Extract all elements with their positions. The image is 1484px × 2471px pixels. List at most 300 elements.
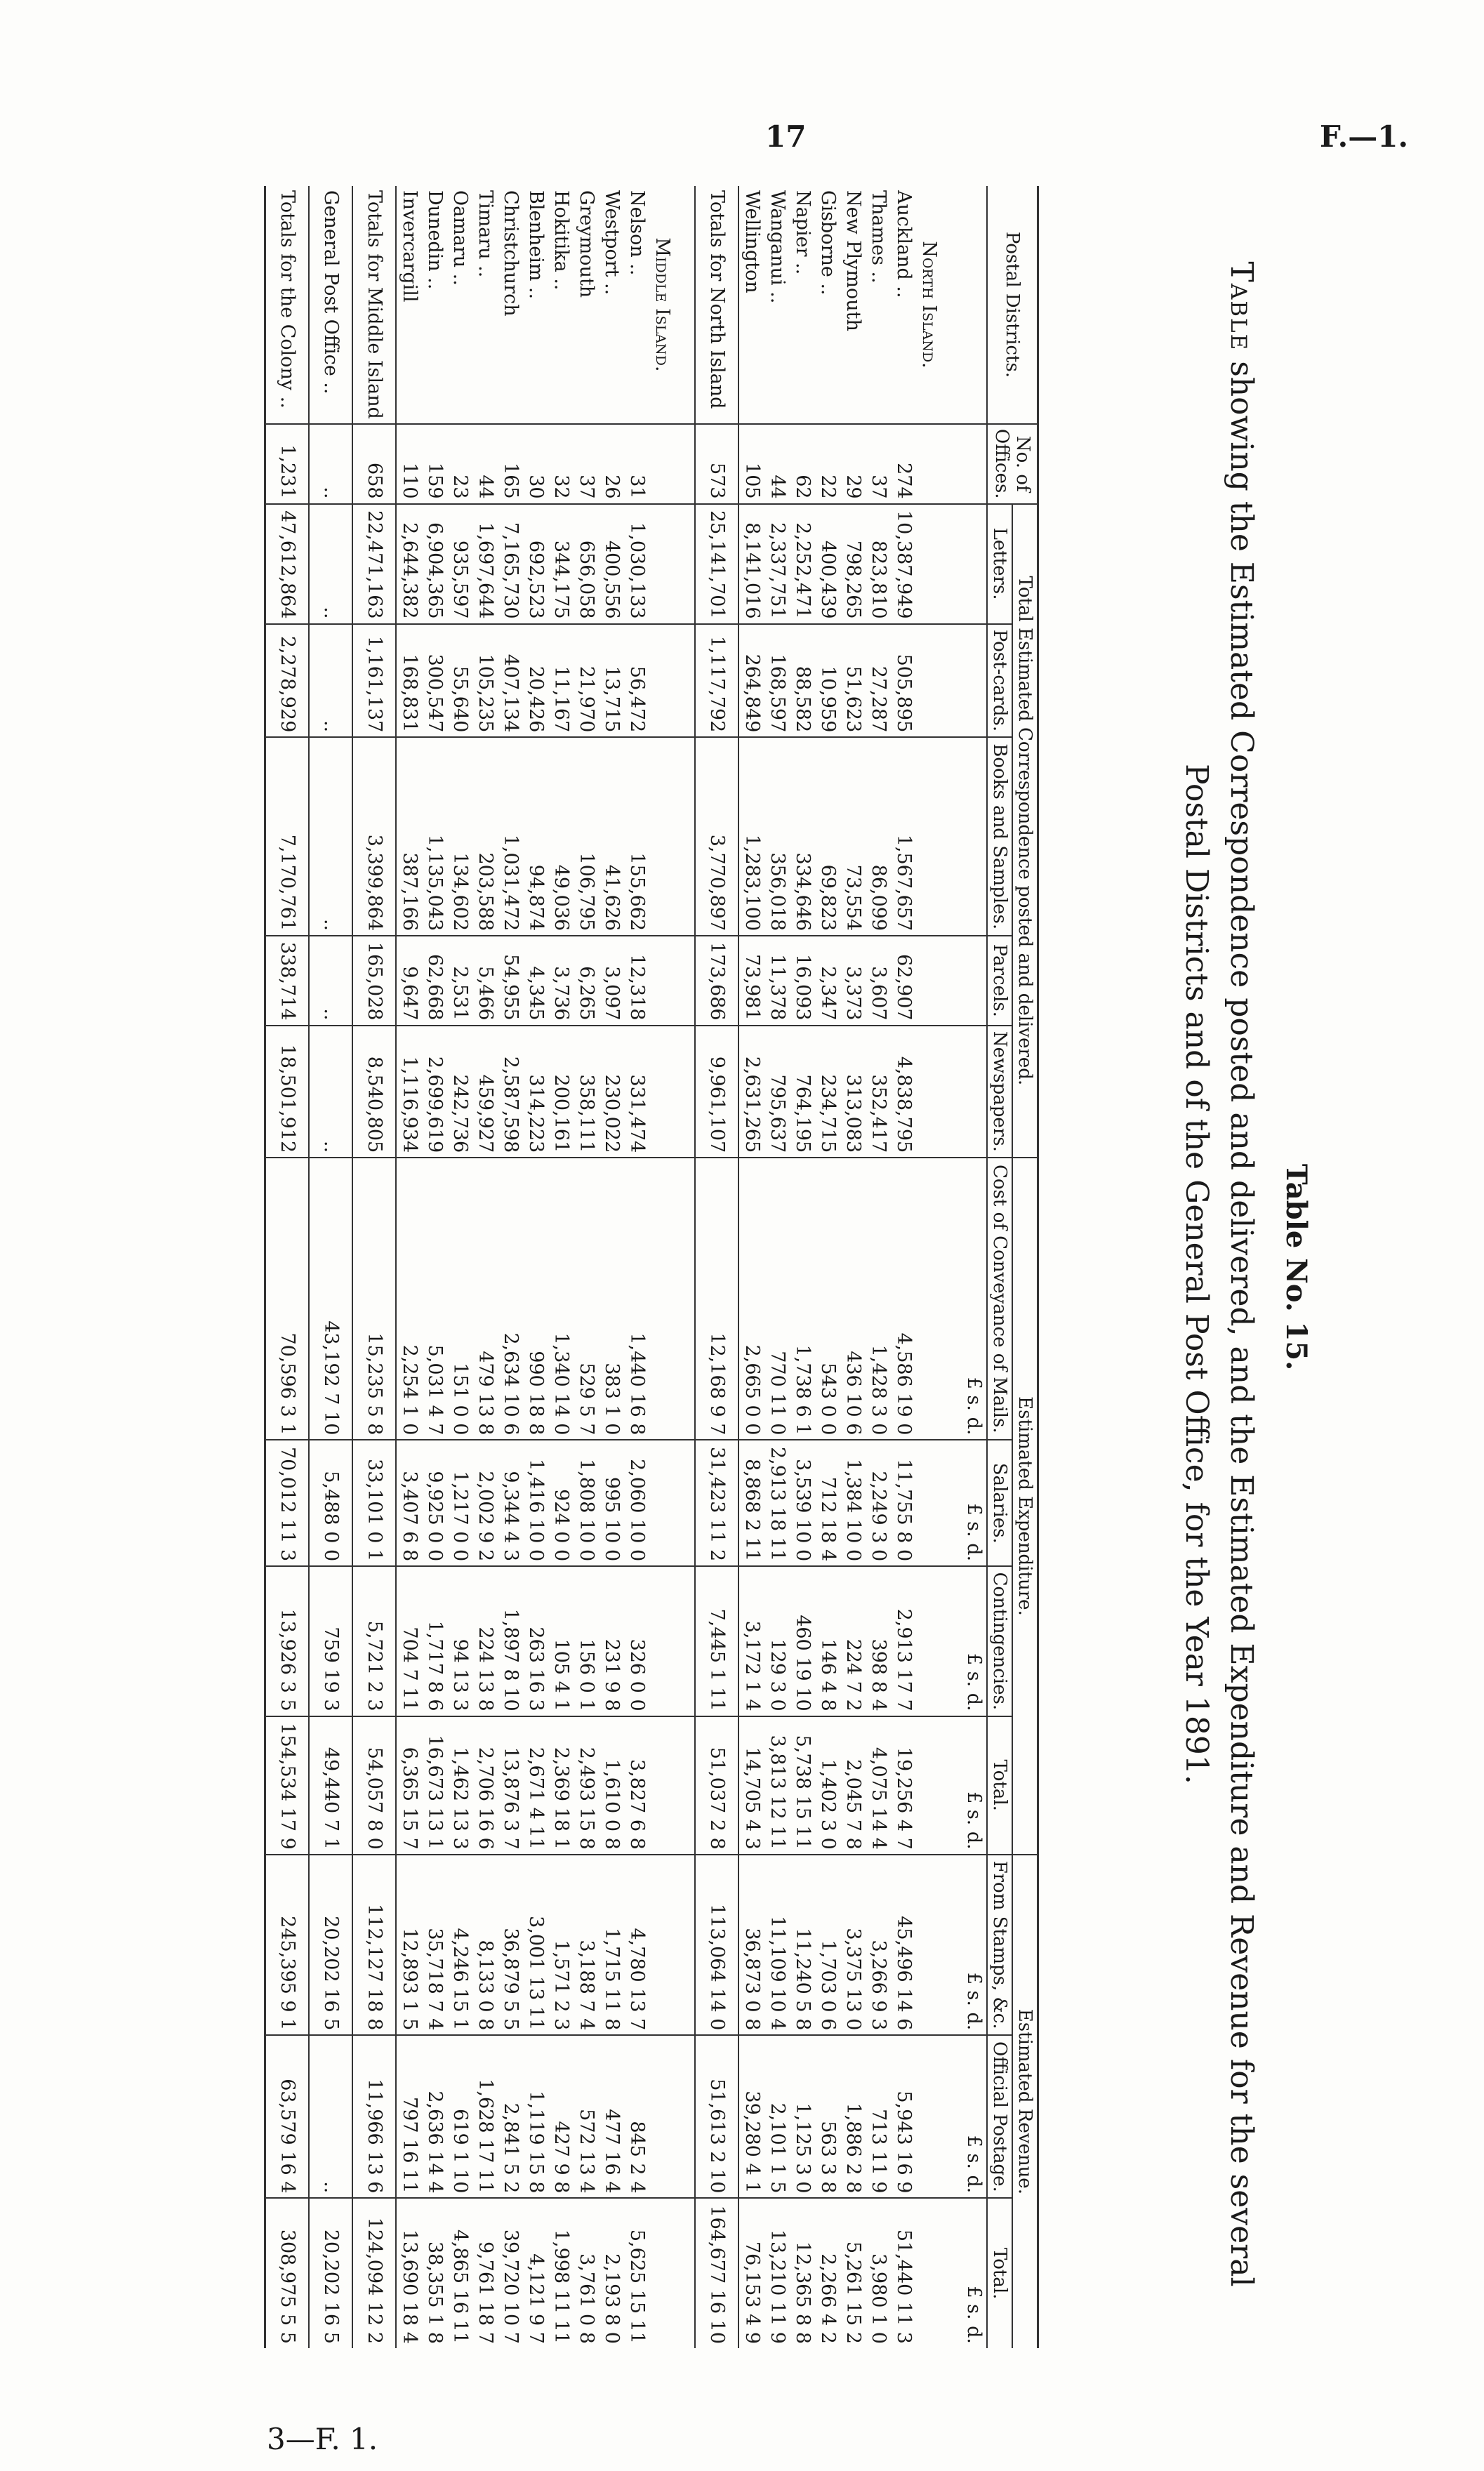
- cell-stamps: 3,001 13 11: [523, 1855, 548, 2036]
- cell-salaries: 9,925 0 0: [422, 1440, 447, 1566]
- total-row-colony: [265, 186, 310, 2348]
- cell-letters: 22,471,163: [352, 504, 396, 624]
- cell-parcels: 62,907: [891, 936, 916, 1025]
- cell-stamps: 113,064 14 0: [695, 1855, 738, 2036]
- cell-rev-total: 13,210 11 9: [764, 2198, 790, 2348]
- cell-books: ..: [309, 737, 352, 936]
- cell-offices: 23: [447, 424, 472, 504]
- cell-rev-total: 3,980 1 0: [866, 2198, 891, 2348]
- cell-books: 1,135,043: [422, 737, 447, 936]
- cell-salaries: 2,249 3 0: [866, 1440, 891, 1566]
- cell-newspapers: 358,111: [574, 1026, 599, 1158]
- cell-rev-total: 308,975 5 5: [265, 2198, 310, 2348]
- cell-official: 63,579 16 4: [265, 2035, 310, 2198]
- units-label: £ s. d.: [961, 2035, 987, 2198]
- table-row: [815, 186, 840, 2348]
- cell-contingencies: 94 13 3: [447, 1566, 472, 1716]
- cell-books: 94,874: [523, 737, 548, 936]
- cell-rev-total: 2,266 4 2: [815, 2198, 840, 2348]
- cell-exp-total: 1,610 0 8: [599, 1716, 624, 1855]
- district-name: Timaru ..: [475, 190, 496, 278]
- cell-newspapers: 2,699,619: [422, 1026, 447, 1158]
- cell-conveyance: 15,235 5 8: [352, 1158, 396, 1440]
- cell-newspapers: 18,501,912: [265, 1026, 310, 1158]
- cell-post-cards: ..: [309, 624, 352, 738]
- cell-exp-total: 54,057 8 0: [352, 1716, 396, 1855]
- cell-books: 41,626: [599, 737, 624, 936]
- cell-salaries: 9,344 4 3: [498, 1440, 523, 1566]
- cell-letters: 823,810: [866, 504, 891, 624]
- cell-newspapers: 795,637: [764, 1026, 790, 1158]
- cell-post-cards: 300,547: [422, 624, 447, 738]
- cell-post-cards: 13,715: [599, 624, 624, 738]
- cell-conveyance: 5,031 4 7: [422, 1158, 447, 1440]
- cell-salaries: 1,384 10 0: [840, 1440, 866, 1566]
- cell-conveyance: 1,340 14 0: [548, 1158, 574, 1440]
- cell-post-cards: 168,831: [396, 624, 422, 738]
- cell-rev-total: 76,153 4 9: [738, 2198, 764, 2348]
- cell-rev-total: 3,761 0 8: [574, 2198, 599, 2348]
- cell-post-cards: 105,235: [472, 624, 498, 738]
- table-title-text: showing the Estimated Correspondence posted and delivered, and the Estimated Expenditure and Revenue for the several Postal Districts and of the General Post Office, for the Year 1891.: [1179, 361, 1259, 2287]
- table-number: Table No. 15.: [1280, 1163, 1313, 1371]
- cell-salaries: 70,012 11 3: [265, 1440, 310, 1566]
- cell-contingencies: 7,445 1 11: [695, 1566, 738, 1716]
- cell-stamps: 245,395 9 1: [265, 1855, 310, 2036]
- cell-newspapers: 314,223: [523, 1026, 548, 1158]
- cell-contingencies: 129 3 0: [764, 1566, 790, 1716]
- cell-exp-total: 51,037 2 8: [695, 1716, 738, 1855]
- cell-offices: 274: [891, 424, 916, 504]
- col-rev-total: Total.: [987, 2198, 1012, 2348]
- cell-offices: 32: [548, 424, 574, 504]
- cell-official: 713 11 9: [866, 2035, 891, 2198]
- cell-offices: 44: [764, 424, 790, 504]
- table-row: [548, 186, 574, 2348]
- cell-letters: 8,141,016: [738, 504, 764, 624]
- cell-offices: 37: [574, 424, 599, 504]
- cell-salaries: 924 0 0: [548, 1440, 574, 1566]
- cell-stamps: 1,703 0 6: [815, 1855, 840, 2036]
- cell-parcels: 3,373: [840, 936, 866, 1025]
- cell-letters: 2,337,751: [764, 504, 790, 624]
- cell-letters: 935,597: [447, 504, 472, 624]
- table-row: [624, 186, 649, 2348]
- cell-salaries: 11,755 8 0: [891, 1440, 916, 1566]
- district-name: Hokitika ..: [550, 190, 572, 291]
- table-row: [472, 186, 498, 2348]
- district-name: Dunedin ..: [424, 190, 446, 290]
- cell-offices: 62: [790, 424, 815, 504]
- cell-parcels: 5,466: [472, 936, 498, 1025]
- cell-conveyance: 70,596 3 1: [265, 1158, 310, 1440]
- table-row: [866, 186, 891, 2348]
- cell-parcels: 2,531: [447, 936, 472, 1025]
- cell-offices: 26: [599, 424, 624, 504]
- cell-newspapers: 352,417: [866, 1026, 891, 1158]
- cell-offices: 37: [866, 424, 891, 504]
- cell-letters: 2,252,471: [790, 504, 815, 624]
- cell-contingencies: 5,721 2 3: [352, 1566, 396, 1716]
- cell-official: 1,119 15 8: [523, 2035, 548, 2198]
- total-row-middle-island: [352, 186, 396, 2348]
- cell-post-cards: 407,134: [498, 624, 523, 738]
- cell-books: 86,099: [866, 737, 891, 936]
- col-group-expenditure: Estimated Expenditure.: [1012, 1158, 1038, 1855]
- cell-letters: 10,387,949: [891, 504, 916, 624]
- cell-newspapers: ..: [309, 1026, 352, 1158]
- cell-contingencies: 326 0 0: [624, 1566, 649, 1716]
- cell-salaries: 5,488 0 0: [309, 1440, 352, 1566]
- col-letters: Letters.: [987, 504, 1012, 624]
- cell-post-cards: 11,167: [548, 624, 574, 738]
- cell-newspapers: 2,587,598: [498, 1026, 523, 1158]
- table-row: [840, 186, 866, 2348]
- cell-books: 356,018: [764, 737, 790, 936]
- units-label: £ s. d.: [961, 1855, 987, 2036]
- cell-official: 427 9 8: [548, 2035, 574, 2198]
- cell-newspapers: 313,083: [840, 1026, 866, 1158]
- cell-offices: 159: [422, 424, 447, 504]
- cell-rev-total: 1,998 11 11: [548, 2198, 574, 2348]
- cell-exp-total: 1,402 3 0: [815, 1716, 840, 1855]
- rotated-table-block: [218, 186, 1313, 2348]
- cell-exp-total: 19,256 4 7: [891, 1716, 916, 1855]
- cell-stamps: 45,496 14 6: [891, 1855, 916, 2036]
- cell-rev-total: 164,677 16 10: [695, 2198, 738, 2348]
- cell-parcels: 4,345: [523, 936, 548, 1025]
- cell-exp-total: 2,369 18 1: [548, 1716, 574, 1855]
- col-offices: No. of Offices.: [987, 424, 1038, 504]
- district-name: Wellington: [741, 190, 763, 293]
- cell-books: 1,283,100: [738, 737, 764, 936]
- cell-exp-total: 3,827 6 8: [624, 1716, 649, 1855]
- cell-official: ..: [309, 2035, 352, 2198]
- cell-stamps: 35,718 7 4: [422, 1855, 447, 2036]
- cell-conveyance: 1,738 6 1: [790, 1158, 815, 1440]
- cell-contingencies: 224 7 2: [840, 1566, 866, 1716]
- cell-newspapers: 9,961,107: [695, 1026, 738, 1158]
- units-label: £ s. d.: [961, 1440, 987, 1566]
- cell-conveyance: 2,634 10 6: [498, 1158, 523, 1440]
- cell-parcels: 9,647: [396, 936, 422, 1025]
- cell-stamps: 4,246 15 1: [447, 1855, 472, 2036]
- cell-exp-total: 2,706 16 6: [472, 1716, 498, 1855]
- units-label: £ s. d.: [961, 1158, 987, 1440]
- cell-exp-total: 2,493 15 8: [574, 1716, 599, 1855]
- cell-books: 73,554: [840, 737, 866, 936]
- cell-parcels: 54,955: [498, 936, 523, 1025]
- table-row: [891, 186, 916, 2348]
- cell-rev-total: 12,365 8 8: [790, 2198, 815, 2348]
- cell-official: 1,628 17 11: [472, 2035, 498, 2198]
- district-name: Totals for the Colony ..: [265, 186, 310, 424]
- cell-offices: 22: [815, 424, 840, 504]
- cell-conveyance: 770 11 0: [764, 1158, 790, 1440]
- cell-contingencies: 1,717 8 6: [422, 1566, 447, 1716]
- district-name: Wanganui ..: [767, 190, 788, 304]
- cell-stamps: 1,715 11 8: [599, 1855, 624, 2036]
- cell-rev-total: 4,121 9 7: [523, 2198, 548, 2348]
- table-row: [599, 186, 624, 2348]
- cell-official: 1,125 3 0: [790, 2035, 815, 2198]
- cell-salaries: 995 10 0: [599, 1440, 624, 1566]
- cell-books: 106,795: [574, 737, 599, 936]
- cell-books: 387,166: [396, 737, 422, 936]
- cell-offices: 105: [738, 424, 764, 504]
- table-row: [396, 186, 422, 2348]
- cell-official: 11,966 13 6: [352, 2035, 396, 2198]
- cell-post-cards: 56,472: [624, 624, 649, 738]
- cell-rev-total: 2,193 8 0: [599, 2198, 624, 2348]
- cell-parcels: 3,736: [548, 936, 574, 1025]
- cell-parcels: 173,686: [695, 936, 738, 1025]
- cell-letters: 656,058: [574, 504, 599, 624]
- table-row: [790, 186, 815, 2348]
- cell-rev-total: 13,690 18 4: [396, 2198, 422, 2348]
- section-label: Middle Island.: [651, 237, 673, 372]
- cell-stamps: 8,133 0 8: [472, 1855, 498, 2036]
- col-conveyance: Cost of Conveyance of Mails.: [987, 1158, 1012, 1440]
- district-name: General Post Office ..: [309, 186, 352, 424]
- cell-conveyance: 529 5 7: [574, 1158, 599, 1440]
- cell-salaries: 712 18 4: [815, 1440, 840, 1566]
- cell-post-cards: 27,287: [866, 624, 891, 738]
- cell-exp-total: 154,534 17 9: [265, 1716, 310, 1855]
- cell-post-cards: 51,623: [840, 624, 866, 738]
- cell-official: 2,101 1 5: [764, 2035, 790, 2198]
- cell-offices: 573: [695, 424, 738, 504]
- cell-letters: 344,175: [548, 504, 574, 624]
- cell-official: 1,886 2 8: [840, 2035, 866, 2198]
- cell-salaries: 8,868 2 11: [738, 1440, 764, 1566]
- district-name: Totals for Middle Island: [352, 186, 396, 424]
- col-contingencies: Contingencies.: [987, 1566, 1012, 1716]
- cell-exp-total: 2,671 4 11: [523, 1716, 548, 1855]
- cell-post-cards: 168,597: [764, 624, 790, 738]
- cell-stamps: 3,188 7 4: [574, 1855, 599, 2036]
- cell-contingencies: 3,172 1 4: [738, 1566, 764, 1716]
- table-body: [265, 186, 988, 2348]
- cell-post-cards: 1,117,792: [695, 624, 738, 738]
- cell-post-cards: 505,895: [891, 624, 916, 738]
- cell-rev-total: 4,865 16 11: [447, 2198, 472, 2348]
- cell-exp-total: 14,705 4 3: [738, 1716, 764, 1855]
- cell-stamps: 36,873 0 8: [738, 1855, 764, 2036]
- cell-contingencies: 460 19 10: [790, 1566, 815, 1716]
- district-name: Blenheim ..: [525, 190, 547, 300]
- cell-books: 203,588: [472, 737, 498, 936]
- cell-contingencies: 1,897 8 10: [498, 1566, 523, 1716]
- cell-offices: 1,231: [265, 424, 310, 504]
- cell-contingencies: 263 16 3: [523, 1566, 548, 1716]
- cell-exp-total: 1,462 13 3: [447, 1716, 472, 1855]
- col-postal-districts: Postal Districts.: [987, 186, 1038, 424]
- cell-parcels: 3,097: [599, 936, 624, 1025]
- cell-official: 5,943 16 9: [891, 2035, 916, 2198]
- cell-stamps: 3,266 9 3: [866, 1855, 891, 2036]
- section-north-island: [916, 186, 961, 2348]
- cell-salaries: 33,101 0 1: [352, 1440, 396, 1566]
- cell-official: 477 16 4: [599, 2035, 624, 2198]
- cell-exp-total: 13,876 3 7: [498, 1716, 523, 1855]
- cell-salaries: 1,416 10 0: [523, 1440, 548, 1566]
- total-row-north-island: [695, 186, 738, 2348]
- cell-parcels: 165,028: [352, 936, 396, 1025]
- cell-parcels: 73,981: [738, 936, 764, 1025]
- cell-letters: 400,556: [599, 504, 624, 624]
- cell-letters: 7,165,730: [498, 504, 523, 624]
- cell-conveyance: 1,428 3 0: [866, 1158, 891, 1440]
- cell-stamps: 4,780 13 7: [624, 1855, 649, 2036]
- cell-salaries: 2,913 18 11: [764, 1440, 790, 1566]
- cell-salaries: 2,060 10 0: [624, 1440, 649, 1566]
- district-name: Christchurch: [500, 190, 522, 317]
- cell-salaries: 31,423 11 2: [695, 1440, 738, 1566]
- district-name: Oamaru ..: [449, 190, 471, 286]
- col-stamps: From Stamps, &c.: [987, 1855, 1012, 2036]
- cell-books: 69,823: [815, 737, 840, 936]
- cell-parcels: 338,714: [265, 936, 310, 1025]
- cell-conveyance: 12,168 9 7: [695, 1158, 738, 1440]
- cell-newspapers: 8,540,805: [352, 1026, 396, 1158]
- table-row: [764, 186, 790, 2348]
- cell-letters: 400,439: [815, 504, 840, 624]
- cell-offices: 30: [523, 424, 548, 504]
- cell-conveyance: 543 0 0: [815, 1158, 840, 1440]
- cell-post-cards: 20,426: [523, 624, 548, 738]
- cell-exp-total: 16,673 13 1: [422, 1716, 447, 1855]
- table-title-lead: Table: [1224, 261, 1259, 352]
- cell-official: 797 16 11: [396, 2035, 422, 2198]
- cell-exp-total: 6,365 15 7: [396, 1716, 422, 1855]
- cell-parcels: 11,378: [764, 936, 790, 1025]
- col-post-cards: Post-cards.: [987, 624, 1012, 738]
- cell-conveyance: 990 18 8: [523, 1158, 548, 1440]
- cell-salaries: 3,407 6 8: [396, 1440, 422, 1566]
- col-exp-total: Total.: [987, 1716, 1012, 1855]
- cell-conveyance: 479 13 8: [472, 1158, 498, 1440]
- cell-newspapers: 1,116,934: [396, 1026, 422, 1158]
- cell-rev-total: 124,094 12 2: [352, 2198, 396, 2348]
- units-label: £ s. d.: [961, 1716, 987, 1855]
- cell-letters: 1,030,133: [624, 504, 649, 624]
- district-name: New Plymouth: [842, 190, 864, 331]
- district-name: Totals for North Island: [695, 186, 738, 424]
- cell-contingencies: 13,926 3 5: [265, 1566, 310, 1716]
- cell-books: 1,031,472: [498, 737, 523, 936]
- cell-offices: 29: [840, 424, 866, 504]
- district-name: Napier ..: [792, 190, 814, 275]
- cell-letters: 2,644,382: [396, 504, 422, 624]
- cell-contingencies: 231 9 8: [599, 1566, 624, 1716]
- cell-conveyance: 2,254 1 0: [396, 1158, 422, 1440]
- cell-stamps: 36,879 5 5: [498, 1855, 523, 2036]
- section-label: North Island.: [918, 241, 940, 369]
- col-newspapers: Newspapers.: [987, 1026, 1012, 1158]
- cell-stamps: 112,127 18 8: [352, 1855, 396, 2036]
- col-salaries: Salaries.: [987, 1440, 1012, 1566]
- cell-salaries: 1,808 10 0: [574, 1440, 599, 1566]
- cell-letters: 6,904,365: [422, 504, 447, 624]
- table-row: [574, 186, 599, 2348]
- cell-newspapers: 764,195: [790, 1026, 815, 1158]
- units-label: £ s. d.: [961, 2198, 987, 2348]
- cell-official: 2,841 5 2: [498, 2035, 523, 2198]
- table-title: [1174, 214, 1264, 2334]
- cell-conveyance: 2,665 0 0: [738, 1158, 764, 1440]
- cell-rev-total: 20,202 16 5: [309, 2198, 352, 2348]
- col-books: Books and Samples.: [987, 737, 1012, 936]
- cell-conveyance: 43,192 7 10: [309, 1158, 352, 1440]
- cell-post-cards: 10,959: [815, 624, 840, 738]
- cell-contingencies: 704 7 11: [396, 1566, 422, 1716]
- cell-offices: 44: [472, 424, 498, 504]
- cell-official: 51,613 2 10: [695, 2035, 738, 2198]
- cell-post-cards: 1,161,137: [352, 624, 396, 738]
- col-group-revenue: Estimated Revenue.: [1012, 1855, 1038, 2348]
- cell-post-cards: 264,849: [738, 624, 764, 738]
- district-name: Auckland ..: [893, 190, 915, 298]
- cell-conveyance: 1,440 16 8: [624, 1158, 649, 1440]
- cell-official: 845 2 4: [624, 2035, 649, 2198]
- cell-letters: ..: [309, 504, 352, 624]
- cell-newspapers: 331,474: [624, 1026, 649, 1158]
- cell-offices: 31: [624, 424, 649, 504]
- cell-parcels: 16,093: [790, 936, 815, 1025]
- col-group-correspondence: Total Estimated Correspondence posted and delivered.: [1012, 504, 1038, 1158]
- cell-newspapers: 242,736: [447, 1026, 472, 1158]
- district-name: Invercargill: [399, 190, 420, 303]
- cell-books: 3,399,864: [352, 737, 396, 936]
- cell-newspapers: 230,022: [599, 1026, 624, 1158]
- page-code: F.—1.: [1320, 119, 1409, 154]
- cell-stamps: 1,571 2 3: [548, 1855, 574, 2036]
- cell-books: 49,036: [548, 737, 574, 936]
- cell-contingencies: 759 19 3: [309, 1566, 352, 1716]
- cell-newspapers: 4,838,795: [891, 1026, 916, 1158]
- cell-exp-total: 5,738 15 11: [790, 1716, 815, 1855]
- cell-official: 563 3 8: [815, 2035, 840, 2198]
- units-label: £ s. d.: [961, 1566, 987, 1716]
- footer-code: 3—F. 1.: [267, 2422, 378, 2456]
- cell-stamps: 3,375 13 0: [840, 1855, 866, 2036]
- cell-rev-total: 51,440 11 3: [891, 2198, 916, 2348]
- cell-official: 39,280 4 1: [738, 2035, 764, 2198]
- cell-salaries: 2,002 9 2: [472, 1440, 498, 1566]
- cell-offices: 110: [396, 424, 422, 504]
- cell-newspapers: 200,161: [548, 1026, 574, 1158]
- cell-stamps: 11,109 10 4: [764, 1855, 790, 2036]
- col-official: Official Postage.: [987, 2035, 1012, 2198]
- table-row: [498, 186, 523, 2348]
- cell-rev-total: 9,761 18 7: [472, 2198, 498, 2348]
- cell-salaries: 3,539 10 0: [790, 1440, 815, 1566]
- cell-conveyance: 383 1 0: [599, 1158, 624, 1440]
- cell-stamps: 11,240 5 8: [790, 1855, 815, 2036]
- cell-books: 155,662: [624, 737, 649, 936]
- cell-exp-total: 49,440 7 1: [309, 1716, 352, 1855]
- cell-offices: 165: [498, 424, 523, 504]
- cell-official: 619 1 10: [447, 2035, 472, 2198]
- table-row: [447, 186, 472, 2348]
- cell-offices: ..: [309, 424, 352, 504]
- cell-stamps: 12,893 1 5: [396, 1855, 422, 2036]
- cell-parcels: 12,318: [624, 936, 649, 1025]
- table-row: [422, 186, 447, 2348]
- cell-contingencies: 156 0 1: [574, 1566, 599, 1716]
- cell-newspapers: 234,715: [815, 1026, 840, 1158]
